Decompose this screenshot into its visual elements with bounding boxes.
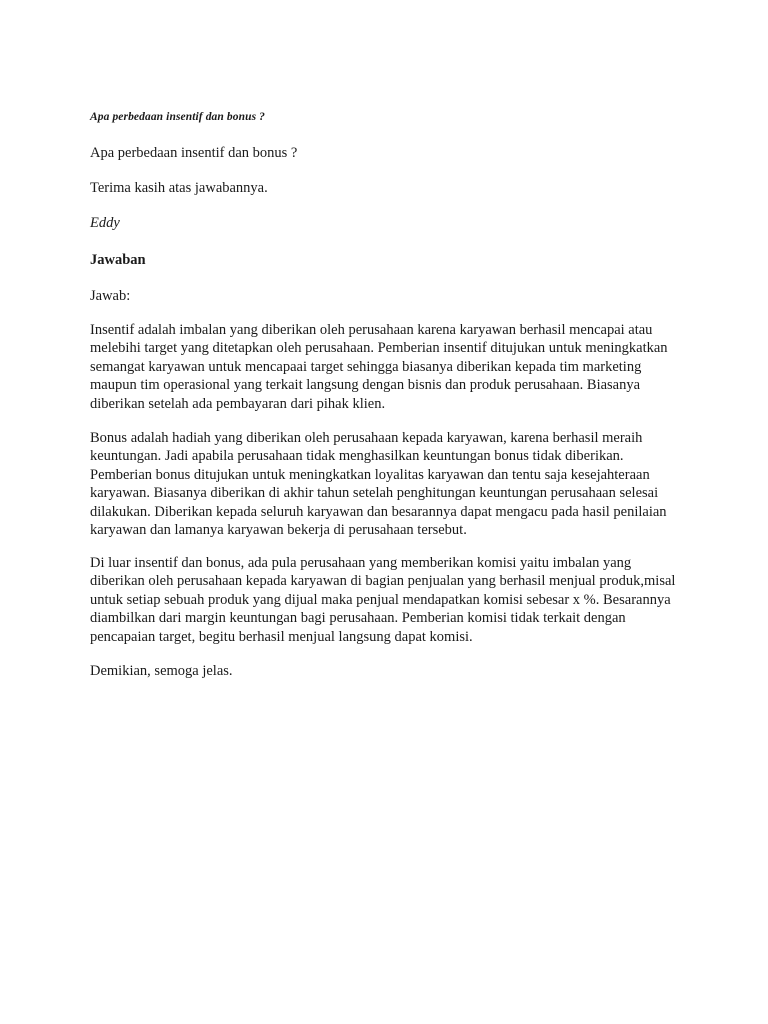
thanks-text: Terima kasih atas jawabannya. — [90, 180, 268, 196]
author-name: Eddy — [90, 215, 120, 231]
paragraph-komisi: Di luar insentif dan bonus, ada pula perusahaan yang memberikan komisi yaitu imbalan yang diberikan oleh perusahaan kepada karyawan di bagian penjualan yang berhasil menjual produk,misal untuk setiap sebuah produk yang dijual maka penjual mendapatkan komisi sebesar x %. Besarannya diambilkan dari margin keuntungan bagi perusahaan. Pemberian komisi tidak terkait dengan pencapaian target, begitu berhasil menjual langsung dapat komisi. — [90, 555, 676, 645]
question-text: Apa perbedaan insentif dan bonus ? — [90, 145, 298, 161]
answer-heading: Jawaban — [90, 252, 146, 268]
paragraph-bonus: Bonus adalah hadiah yang diberikan oleh perusahaan kepada karyawan, karena berhasil meraih keuntungan. Jadi apabila perusahaan tidak menghasilkan keuntungan bonus tidak diberikan. Pemberian bonus ditujukan untuk meningkatkan loyalitas karyawan dan tentu saja kesejahteraan karyawan. Biasanya diberikan di akhir tahun setelah penghitungan keuntungan perusahaan selesai dilakukan. Diberikan kepada seluruh karyawan dan besarannya dapat mengacu pada hasil penilaian karyawan dan lamanya karyawan bekerja di perusahaan tersebut. — [90, 430, 667, 539]
paragraph-insentif: Insentif adalah imbalan yang diberikan oleh perusahaan karena karyawan berhasil mencapai atau melebihi target yang ditetapkan oleh perusahaan. Pemberian insentif ditujukan untuk meningkatkan semangat karyawan untuk mencapaai target sehingga biasanya diberikan kepada tim marketing maupun tim operasional yang terkait langsung dengan bisnis dan produk perusahaan. Biasanya diberikan setelah ada pembayaran dari pihak klien. — [90, 322, 668, 412]
closing-text: Demikian, semoga jelas. — [90, 663, 233, 679]
document-title: Apa perbedaan insentif dan bonus ? — [90, 111, 265, 123]
answer-intro: Jawab: — [90, 288, 131, 304]
